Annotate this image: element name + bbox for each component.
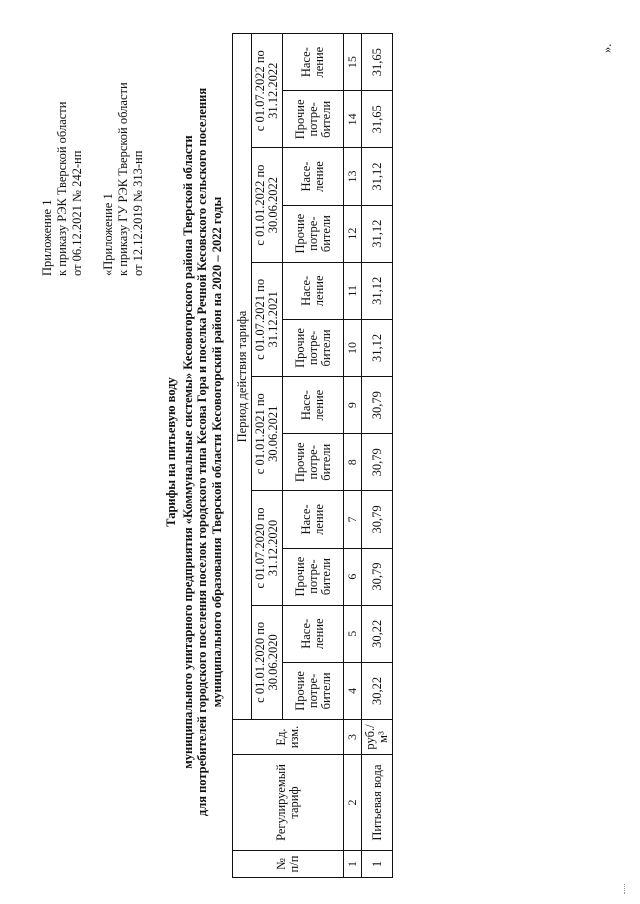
- column-number: 11: [344, 262, 362, 319]
- column-number: 2: [344, 755, 362, 851]
- tariff-value: 30,79: [362, 491, 393, 548]
- header-period-cell: с 01.01.2021 по 30.06.2021: [252, 377, 283, 491]
- header-consumer-population: Насе-ление: [283, 34, 344, 91]
- tariff-value: 31,65: [362, 34, 393, 91]
- header-period: Период действия тарифа: [233, 34, 252, 720]
- appendix-line: Приложение 1: [40, 199, 54, 276]
- tariff-value: 30,22: [362, 662, 393, 719]
- column-number: 4: [344, 662, 362, 719]
- appendix-reference: [40, 36, 146, 276]
- header-consumer-population: Насе-ление: [283, 605, 344, 662]
- header-consumer-population: Насе-ление: [283, 491, 344, 548]
- column-number: 13: [344, 148, 362, 205]
- column-number: 7: [344, 491, 362, 548]
- header-period-cell: с 01.07.2021 по 31.12.2021: [252, 262, 283, 376]
- tariff-value: 30,79: [362, 377, 393, 434]
- column-number: 15: [344, 34, 362, 91]
- header-period-cell: с 01.07.2020 по 31.12.2020: [252, 491, 283, 605]
- title-line: муниципального унитарного предприятия «Коммунальные системы» Кесовогорского района Тверской области: [180, 135, 195, 769]
- tariff-value: 30,22: [362, 605, 393, 662]
- tariff-value: 30,79: [362, 434, 393, 491]
- tariff-value: 31,12: [362, 319, 393, 376]
- header-period-cell: с 01.07.2022 по 31.12.2022: [252, 34, 283, 148]
- row-tariff-name: Питьевая вода: [362, 755, 393, 851]
- column-number: 12: [344, 205, 362, 262]
- column-number: 14: [344, 91, 362, 148]
- column-number: 9: [344, 377, 362, 434]
- appendix-line: от 06.12.2021 № 242-нп: [70, 150, 84, 276]
- tariff-value: 31,12: [362, 205, 393, 262]
- row-unit: руб./м³: [362, 720, 393, 755]
- column-number: 5: [344, 605, 362, 662]
- tariff-value: 31,12: [362, 262, 393, 319]
- header-unit: Ед. изм.: [233, 720, 344, 755]
- appendix-line: к приказу ГУ РЭК Тверской области: [116, 82, 130, 276]
- closing-quote: ».: [600, 43, 614, 53]
- column-number: 3: [344, 720, 362, 755]
- header-tariff: Регулируемый тариф: [233, 755, 344, 851]
- tariff-value: 31,12: [362, 148, 393, 205]
- row-number: 1: [362, 851, 393, 878]
- title-line: муниципального образования Тверской области Кесовогорский район на 2020 – 2022 годы: [209, 196, 224, 708]
- table-row: [362, 34, 393, 878]
- tariff-value: 30,79: [362, 548, 393, 605]
- document-title: [164, 30, 224, 874]
- tariff-table: [232, 33, 393, 878]
- appendix-line: «Приложение 1: [101, 193, 115, 276]
- scan-artifact: [624, 884, 627, 894]
- column-number: 6: [344, 548, 362, 605]
- column-number-row: [344, 34, 362, 878]
- header-period-cell: с 01.01.2020 по 30.06.2020: [252, 605, 283, 719]
- header-consumer-population: Насе-ление: [283, 377, 344, 434]
- title-line: для потребителей городского поселения поселок городского типа Кесова Гора и поселка Речной Кесовского сельского поселения: [195, 87, 209, 817]
- appendix-line: от 12.12.2019 № 313-нп: [131, 150, 145, 276]
- appendix-line: к приказу РЭК Тверской области: [55, 101, 69, 276]
- column-number: 1: [344, 851, 362, 878]
- header-consumer-other: Прочие потре-бители: [283, 434, 344, 491]
- header-consumer-other: Прочие потре-бители: [283, 319, 344, 376]
- header-consumer-other: Прочие потре-бители: [283, 548, 344, 605]
- header-period-cell: с 01.01.2022 по 30.06.2022: [252, 148, 283, 262]
- header-consumer-other: Прочие потре-бители: [283, 662, 344, 719]
- column-number: 8: [344, 434, 362, 491]
- column-number: 10: [344, 319, 362, 376]
- main-title: Тарифы на питьевую воду: [164, 377, 178, 527]
- header-consumer-other: Прочие потре-бители: [283, 205, 344, 262]
- tariff-value: 31,65: [362, 91, 393, 148]
- header-number: № п/п: [233, 851, 344, 878]
- header-consumer-population: Насе-ление: [283, 262, 344, 319]
- header-consumer-other: Прочие потре-бители: [283, 91, 344, 148]
- header-consumer-population: Насе-ление: [283, 148, 344, 205]
